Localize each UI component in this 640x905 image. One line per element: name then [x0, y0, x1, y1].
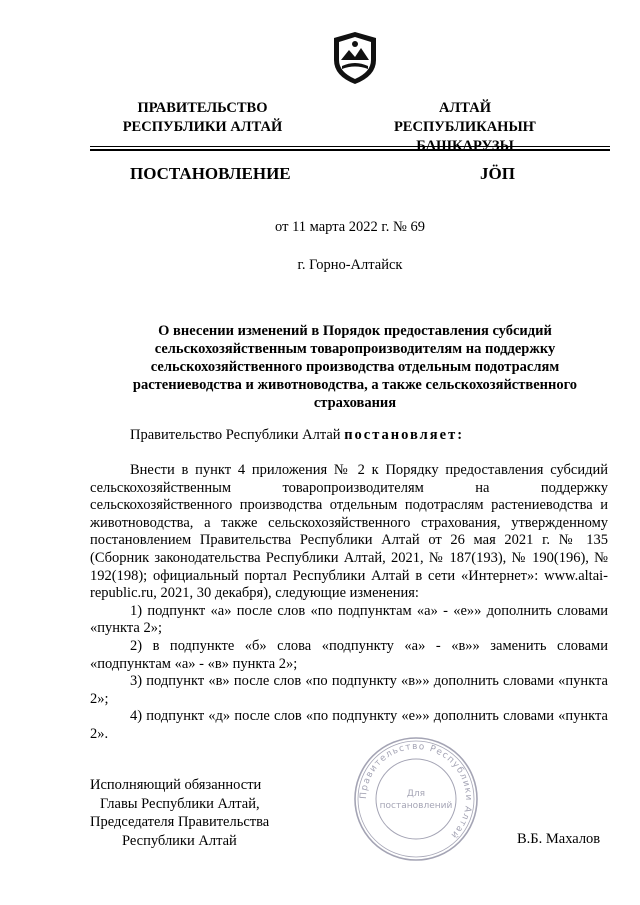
- decree-verb: постановляет:: [344, 427, 465, 443]
- body-paragraph: 2) в подпункте «б» слова «подпункту «а» - «в»» заменить словами «подпунктам «а» - «в» пункта 2»;: [90, 637, 608, 672]
- decree-line: [130, 427, 464, 444]
- date-number-line: от 11 марта 2022 г. № 69: [275, 219, 425, 235]
- signatory-name: В.Б. Махалов: [517, 831, 601, 847]
- header-right-line2: БАШКАРУЗЫ: [416, 138, 514, 154]
- official-stamp: [352, 735, 480, 863]
- signature-line1: Исполняющий обязанности: [90, 777, 262, 793]
- doc-type-left: ПОСТАНОВЛЕНИЕ: [130, 164, 291, 183]
- signature-block: [90, 776, 269, 850]
- signature-line3: Председателя Правительства: [90, 814, 270, 830]
- header-left-line2: РЕСПУБЛИКИ АЛТАЙ: [122, 119, 283, 135]
- city-line: г. Горно-Алтайск: [297, 257, 403, 273]
- header-divider-thick: [90, 149, 610, 151]
- stamp-center-line1: Для: [406, 789, 426, 799]
- signature-line4: Республики Алтай: [122, 832, 237, 849]
- body-paragraph: 3) подпункт «в» после слов «по подпункту «в»» дополнить словами «пункта 2»;: [90, 673, 608, 707]
- header-right-line1: АЛТАЙ РЕСПУБЛИКАНЫҤ: [393, 100, 537, 135]
- document-body: [90, 462, 608, 744]
- header-left: [110, 99, 295, 137]
- body-paragraph: 4) подпункт «д» после слов «по подпункту «е»» дополнить словами «пункта 2».: [90, 708, 608, 742]
- signature-line2: Главы Республики Алтай,: [100, 795, 260, 812]
- decree-prefix: Правительство Республики Алтай: [130, 427, 345, 443]
- body-paragraph: Внести в пункт 4 приложения № 2 к Порядку предоставления субсидий сельскохозяйственным товаропроизводителям на поддержку сельскохозяйственного производства отдельным подотраслям растениеводства и животноводства, а также сельскохозяйственного страхования, утвержденному постановлением Правительства Республики Алтай от 26 мая 2021 г. № 135 (Сборник законодательства Республики Алтай, 2021, № 187(193), № 190(196), № 192(198); официальный портал Республики Алтай в сети «Интернет»: www.altai-republic.ru, 2021, 30 декабря), следующие изменения:: [90, 462, 608, 602]
- coat-of-arms-emblem: [330, 30, 380, 86]
- stamp-center-line2: постановлений: [379, 801, 453, 811]
- header-right: [380, 99, 550, 156]
- header-left-line1: ПРАВИТЕЛЬСТВО: [137, 100, 268, 116]
- document-title: О внесении изменений в Порядок предоставления субсидий сельскохозяйственным товаропроизводителям на поддержку сельскохозяйственного производства отдельным подотраслям растениеводства и животноводства, а также сельскохозяйственного страхования: [132, 323, 578, 411]
- body-paragraph: 1) подпункт «а» после слов «по подпунктам «а» - «е»» дополнить словами «пункта 2»;: [90, 602, 608, 637]
- doc-type-right: JÖП: [480, 164, 515, 183]
- header-divider-thin: [90, 146, 610, 147]
- stamp-ring-text: Правительство Республики Алтай: [358, 741, 474, 841]
